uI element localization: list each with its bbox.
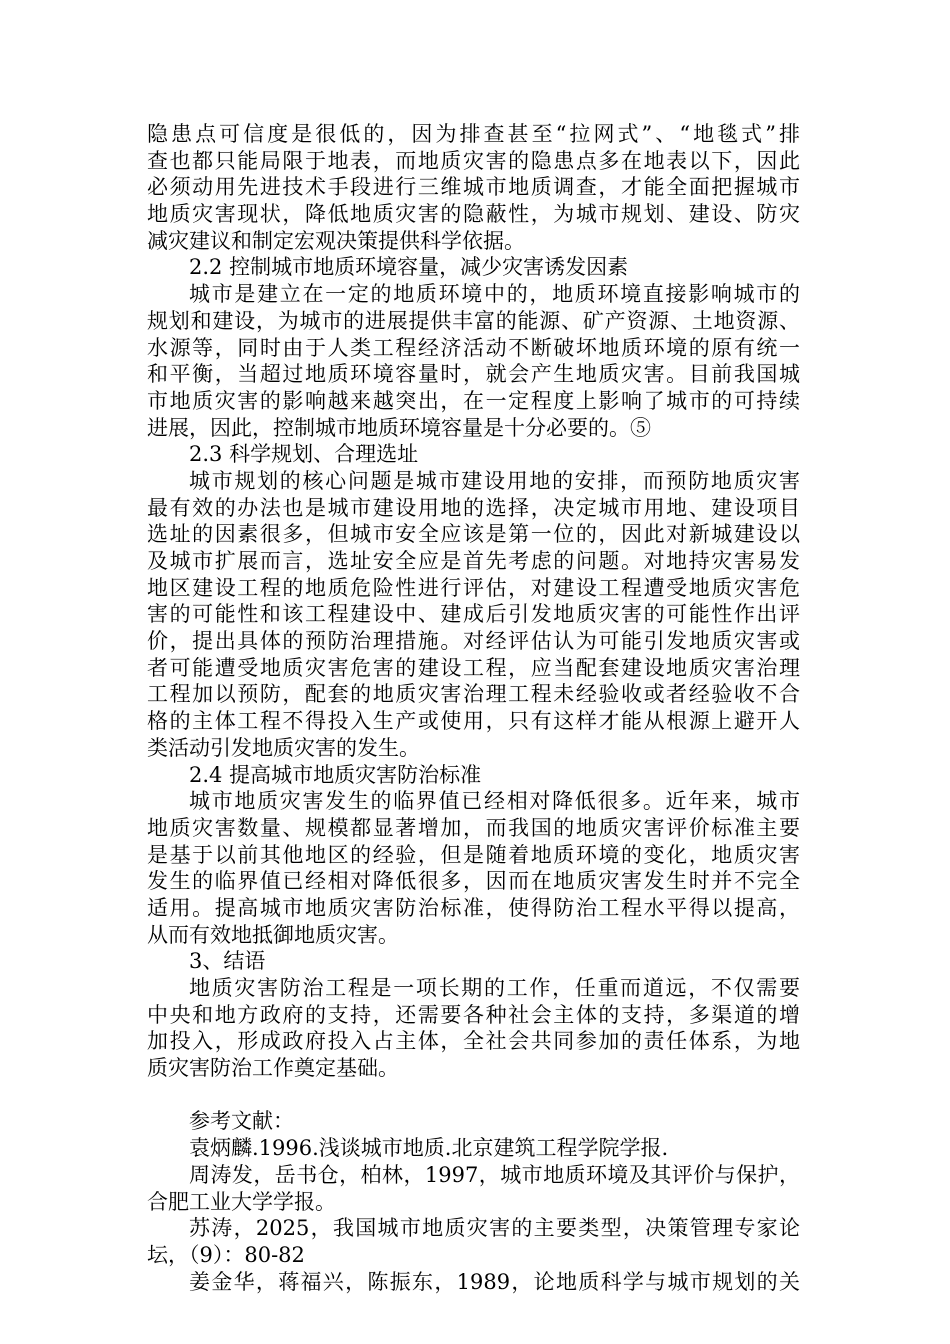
text-line: 价，提出具体的预防治理措施。对经评估认为可能引发地质灾害或 xyxy=(147,629,800,654)
text-line: 规划和建设，为城市的进展提供丰富的能源、矿产资源、土地资源、 xyxy=(147,308,800,333)
text-line: 类活动引发地质灾害的发生。 xyxy=(147,735,420,760)
text-line: 加投入，形成政府投入占主体，全社会共同参加的责任体系，为地 xyxy=(147,1029,800,1054)
paragraph xyxy=(147,1269,800,1296)
text-line: 减灾建议和制定宏观决策提供科学依据。 xyxy=(147,228,525,253)
text-line: 及城市扩展而言，选址安全应是首先考虑的问题。对地持灾害易发 xyxy=(147,549,800,573)
text-line: 工程加以预防，配套的地质灾害治理工程未经验收或者经验收不合 xyxy=(147,682,800,707)
text-line: 城市规划的核心问题是城市建设用地的安排，而预防地质灾害 xyxy=(189,468,800,493)
text-line: 从而有效地抵御地质灾害。 xyxy=(147,922,399,947)
text-line: 市地质灾害的影响越来越突出，在一定程度上影响了城市的可持续 xyxy=(147,388,800,413)
text-line: 合肥工业大学学报。 xyxy=(147,1189,336,1214)
text-line: 城市地质灾害发生的临界值已经相对降低很多。近年来，城市 xyxy=(189,789,800,814)
section-heading: 3、结语 xyxy=(189,949,266,974)
section-heading: 2.2 控制城市地质环境容量，减少灾害诱发因素 xyxy=(189,255,629,280)
paragraph xyxy=(147,788,800,948)
text-line: 最有效的办法也是城市建设用地的选择，决定城市用地、建设项目 xyxy=(147,495,800,520)
text-line: 周涛发，岳书仓，柏林，1997，城市地质环境及其评价与保护， xyxy=(189,1162,800,1187)
text-line: 苏涛，2025，我国城市地质灾害的主要类型，决策管理专家论 xyxy=(189,1216,800,1241)
text-line: 水源等，同时由于人类工程经济活动不断破坏地质环境的原有统一 xyxy=(147,335,800,360)
text-line: 害的可能性和该工程建设中、建成后引发地质灾害的可能性作出评 xyxy=(147,602,800,627)
section-heading: 参考文献： xyxy=(189,1109,294,1134)
paragraph xyxy=(147,975,800,1082)
text-line: 进展，因此，控制城市地质环境容量是十分必要的。⑤ xyxy=(147,415,651,440)
text-line: 城市是建立在一定的地质环境中的，地质环境直接影响城市的 xyxy=(189,282,800,307)
text-line: 坛，（9）：80-82 xyxy=(147,1242,305,1267)
text-line: 质灾害防治工作奠定基础。 xyxy=(147,1056,399,1081)
text-line: 地质灾害防治工程是一项长期的工作，任重而道远，不仅需要 xyxy=(189,976,800,1000)
text-line: 地区建设工程的地质危险性进行评估，对建设工程遭受地质灾害危 xyxy=(147,575,800,600)
text-line: 者可能遭受地质灾害危害的建设工程，应当配套建设地质灾害治理 xyxy=(147,655,800,680)
text-line: 发生的临界值已经相对降低很多，因而在地质灾害发生时并不完全 xyxy=(147,869,800,894)
blank-line xyxy=(147,1082,800,1109)
text-line: 地质灾害现状，降低地质灾害的隐蔽性，为城市规划、建设、防灾 xyxy=(147,202,800,227)
text-line: 查也都只能局限于地表，而地质灾害的隐患点多在地表以下，因此 xyxy=(147,148,800,173)
text-line: 选址的因素很多，但城市安全应该是第一位的，因此对新城建设以 xyxy=(147,522,800,547)
section-heading: 2.4 提高城市地质灾害防治标准 xyxy=(189,762,482,787)
paragraph xyxy=(147,121,800,254)
paragraph xyxy=(147,1215,800,1268)
text-line: 地质灾害数量、规模都显著增加，而我国的地质灾害评价标准主要 xyxy=(147,815,800,840)
document-body xyxy=(147,121,800,1295)
text-line: 必须动用先进技术手段进行三维城市地质调查，才能全面把握城市 xyxy=(147,175,800,200)
text-line: 格的主体工程不得投入生产或使用，只有这样才能从根源上避开人 xyxy=(147,709,800,734)
text-line: 和平衡，当超过地质环境容量时，就会产生地质灾害。目前我国城 xyxy=(147,362,800,387)
text-line: 是基于以前其他地区的经验，但是随着地质环境的变化，地质灾害 xyxy=(147,842,800,867)
paragraph xyxy=(147,281,800,441)
paragraph xyxy=(147,1162,800,1215)
text-line: 姜金华，蒋福兴，陈振东，1989，论地质科学与城市规划的关 xyxy=(189,1269,800,1294)
text-line: 隐患点可信度是很低的，因为排查甚至“拉网式”、“地毯式”排 xyxy=(147,122,800,146)
section-heading: 2.3 科学规划、合理选址 xyxy=(189,442,419,467)
paragraph xyxy=(147,468,800,762)
text-line: 中央和地方政府的支持，还需要各种社会主体的支持，多渠道的增 xyxy=(147,1002,800,1027)
text-line: 适用。提高城市地质灾害防治标准，使得防治工程水平得以提高， xyxy=(147,895,800,920)
section-heading: 袁炳麟.1996.浅谈城市地质.北京建筑工程学院学报. xyxy=(189,1136,669,1161)
